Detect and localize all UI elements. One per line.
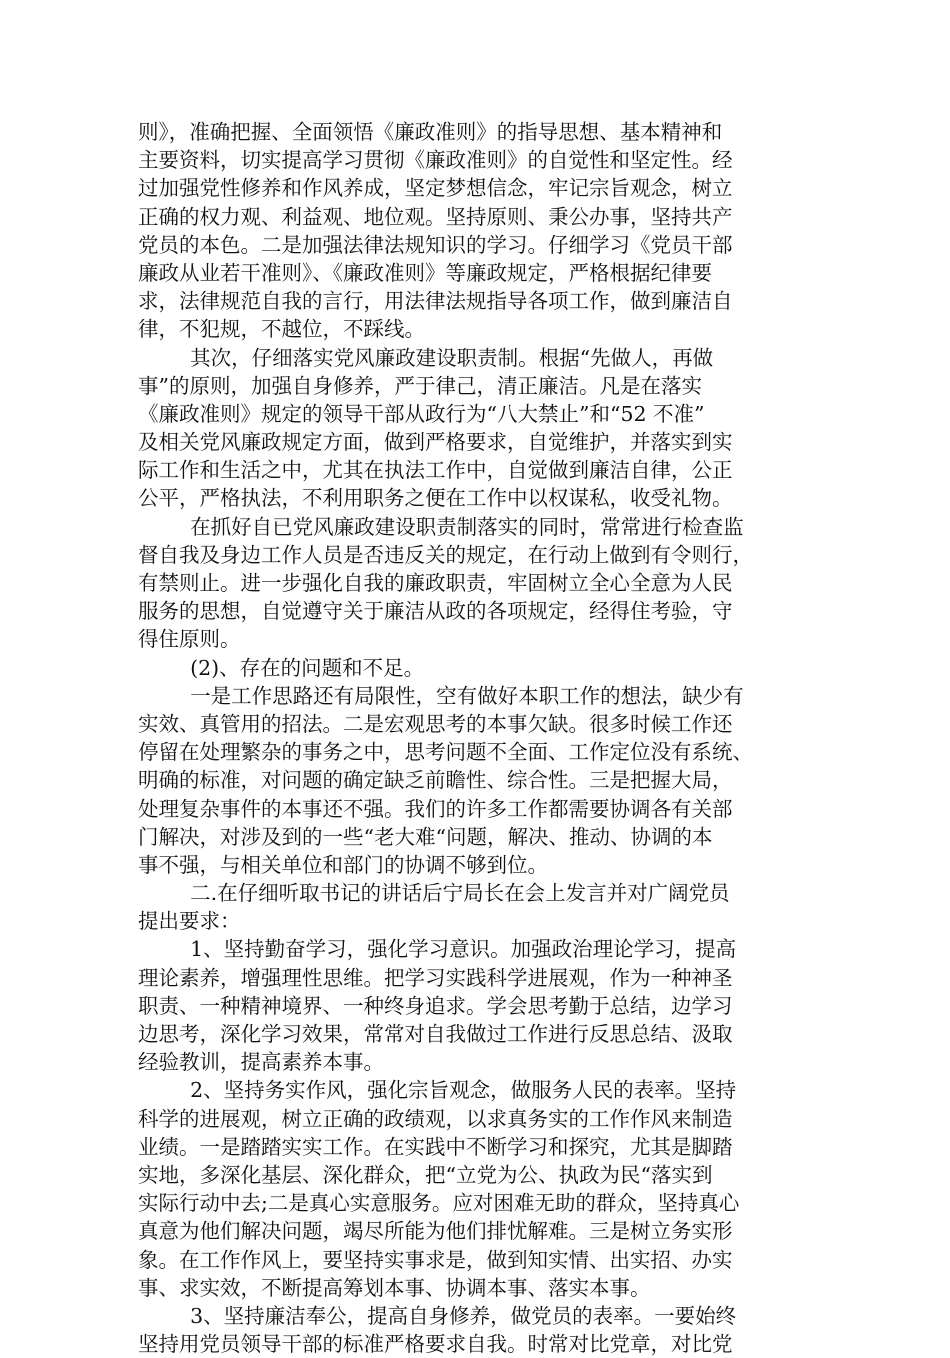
text-line: 业绩。一是踏踏实实工作。在实践中不断学习和探究，尤其是脚踏 bbox=[138, 1134, 733, 1159]
text-line: (2)、存在的问题和不足。 bbox=[138, 655, 425, 680]
text-line: 廉政从业若干准则》、《廉政准则》等廉政规定，严格根据纪律要 bbox=[138, 260, 712, 285]
text-line: 际工作和生活之中，尤其在执法工作中，自觉做到廉洁自律，公正 bbox=[138, 458, 733, 483]
text-line: 党员的本色。二是加强法律法规知识的学习。仔细学习《党员干部 bbox=[138, 232, 733, 257]
text-line: 提出要求： bbox=[138, 909, 241, 934]
text-line: 事不强，与相关单位和部门的协调不够到位。 bbox=[138, 852, 548, 877]
text-line: 实地，多深化基层、深化群众，把“立党为公、执政为民“落实到 bbox=[138, 1162, 713, 1187]
text-line: 科学的进展观，树立正确的政绩观，以求真务实的工作作风来制造 bbox=[138, 1106, 733, 1131]
text-line: 《廉政准则》规定的领导干部从政行为“八大禁止”和“52 不准” bbox=[138, 401, 705, 426]
text-line: 边思考，深化学习效果，常常对自我做过工作进行反思总结、汲取 bbox=[138, 1022, 733, 1046]
text-line: 其次，仔细落实党风廉政建设职责制。根据“先做人，再做 bbox=[138, 345, 714, 370]
text-line: 事”的原则，加强自身修养，严于律己，清正廉洁。凡是在落实 bbox=[138, 373, 702, 398]
text-line: 一是工作思路还有局限性，空有做好本职工作的想法，缺少有 bbox=[138, 683, 744, 708]
text-line: 门解决，对涉及到的一些“老大难“问题，解决、推动、协调的本 bbox=[138, 824, 713, 849]
text-line: 在抓好自已党风廉政建设职责制落实的同时，常常进行检查监 bbox=[138, 514, 744, 539]
text-line: 及相关党风廉政规定方面，做到严格要求，自觉维护，并落实到实 bbox=[138, 430, 733, 455]
text-line: 2、坚持务实作风，强化宗旨观念，做服务人民的表率。坚持 bbox=[138, 1078, 737, 1103]
text-line: 律，不犯规，不越位，不踩线。 bbox=[138, 317, 425, 342]
text-line: 职责、一种精神境界、一种终身追求。学会思考勤于总结，边学习 bbox=[138, 993, 733, 1018]
text-line: 有禁则止。进一步强化自我的廉政职责，牢固树立全心全意为人民 bbox=[138, 571, 733, 595]
text-line: 则》，准确把握、全面领悟《廉政准则》的指导思想、基本精神和 bbox=[138, 120, 723, 144]
body-text bbox=[138, 118, 818, 1358]
text-line: 求，法律规范自我的言行，用法律法规指导各项工作，做到廉洁自 bbox=[138, 289, 733, 314]
text-line: 1、坚持勤奋学习，强化学习意识。加强政治理论学习，提高 bbox=[138, 937, 737, 962]
text-line: 过加强党性修养和作风养成，坚定梦想信念，牢记宗旨观念，树立 bbox=[138, 176, 733, 201]
text-line: 主要资料，切实提高学习贯彻《廉政准则》的自觉性和坚定性。经 bbox=[138, 148, 733, 173]
text-line: 理论素养，增强理性思维。把学习实践科学进展观，作为一种神圣 bbox=[138, 965, 733, 990]
text-line: 督自我及身边工作人员是否违反关的规定，在行动上做到有令则行， bbox=[138, 542, 753, 567]
text-line: 坚持用党员领导干部的标准严格要求自我。时常对比党章，对比党 bbox=[138, 1332, 733, 1357]
text-line: 停留在处理繁杂的事务之中，思考问题不全面、工作定位没有系统、 bbox=[138, 740, 753, 765]
text-line: 处理复杂事件的本事还不强。我们的许多工作都需要协调各有关部 bbox=[138, 796, 733, 821]
text-line: 公平，严格执法，不利用职务之便在工作中以权谋私，收受礼物。 bbox=[138, 486, 733, 511]
text-line: 实效、真管用的招法。二是宏观思考的本事欠缺。很多时候工作还 bbox=[138, 711, 733, 736]
text-line: 正确的权力观、利益观、地位观。坚持原则、秉公办事，坚持共产 bbox=[138, 204, 733, 229]
text-line: 明确的标准，对问题的确定缺乏前瞻性、综合性。三是把握大局， bbox=[138, 768, 733, 793]
text-line: 经验教训，提高素养本事。 bbox=[138, 1050, 384, 1075]
text-line: 真意为他们解决问题，竭尽所能为他们排忧解难。三是树立务实形 bbox=[138, 1219, 733, 1244]
text-line: 二.在仔细听取书记的讲话后宁局长在会上发言并对广阔党员 bbox=[138, 881, 730, 906]
text-line: 实际行动中去;二是真心实意服务。应对困难无助的群众，坚持真心 bbox=[138, 1191, 740, 1216]
text-line: 象。在工作作风上，要坚持实事求是，做到知实情、出实招、办实 bbox=[138, 1247, 733, 1272]
text-line: 事、求实效，不断提高筹划本事、协调本事、落实本事。 bbox=[138, 1275, 651, 1300]
text-line: 服务的思想，自觉遵守关于廉洁从政的各项规定，经得住考验，守 bbox=[138, 599, 733, 624]
text-line: 得住原则。 bbox=[138, 627, 241, 652]
text-line: 3、坚持廉洁奉公，提高自身修养，做党员的表率。一要始终 bbox=[138, 1303, 737, 1328]
